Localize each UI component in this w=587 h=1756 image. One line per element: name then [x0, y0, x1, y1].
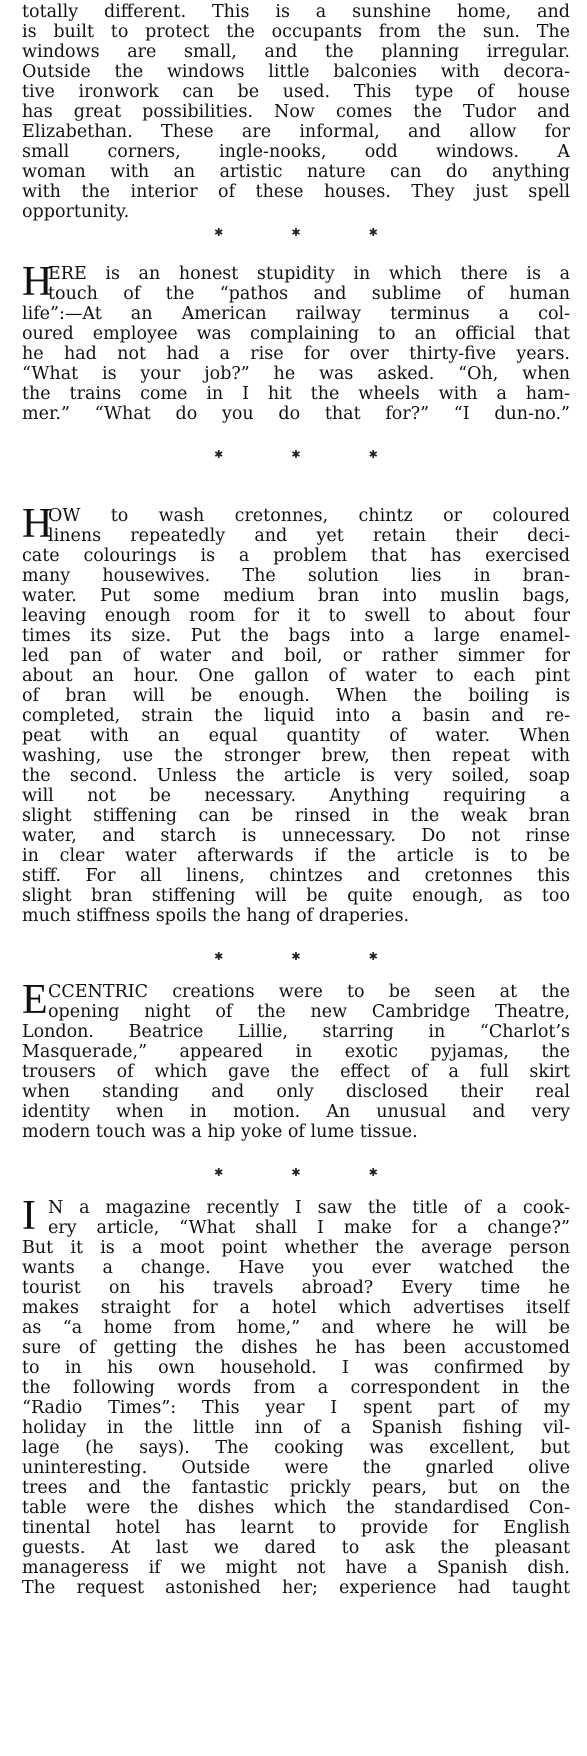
text-line: guests. At last we dared to ask the pleasant — [22, 1538, 570, 1558]
asterism-icon: ✱ — [368, 1166, 378, 1179]
text-line: cate colourings is a problem that has exercised — [22, 546, 570, 566]
text-line: The request astonished her; experience had taught — [22, 1578, 570, 1598]
text-line: ery article, “What shall I make for a change?” — [48, 1218, 570, 1238]
text-line: “What is your job?” he was asked. “Oh, when — [22, 364, 570, 384]
asterism-icon: ✱ — [214, 448, 224, 461]
text-line: in clear water afterwards if the article is to be — [22, 846, 570, 866]
asterism-icon: ✱ — [214, 226, 224, 239]
text-line: oured employee was complaining to an official that — [22, 324, 570, 344]
text-line: stiff. For all linens, chintzes and cretonnes this — [22, 866, 570, 886]
asterism-icon: ✱ — [291, 950, 301, 963]
text-line: as “a home from home,” and where he will be — [22, 1318, 570, 1338]
drop-cap: H — [22, 259, 53, 305]
text-line: touch of the “pathos and sublime of human — [48, 284, 570, 304]
text-line: life”:—At an American railway terminus a col- — [22, 304, 570, 324]
text-line: peat with an equal quantity of water. When — [22, 726, 570, 746]
text-line: water. Put some medium bran into muslin bags, — [22, 586, 570, 606]
text-line: woman with an artistic nature can do anything — [22, 162, 570, 182]
text-line: tinental hotel has learnt to provide for English — [22, 1518, 570, 1538]
text-line: he had not had a rise for over thirty-five years. — [22, 344, 570, 364]
ornament-divider — [22, 448, 570, 462]
text-line: slight stiffening can be rinsed in the weak bran — [22, 806, 570, 826]
text-line: linens repeatedly and yet retain their deci- — [48, 526, 570, 546]
text-line: holiday in the little inn of a Spanish fishing vil- — [22, 1418, 570, 1438]
text-line: of bran will be enough. When the boiling is — [22, 686, 570, 706]
asterism-icon: ✱ — [368, 226, 378, 239]
text-line: uninteresting. Outside were the gnarled olive — [22, 1458, 570, 1478]
text-line: Masquerade,” appeared in exotic pyjamas, the — [22, 1042, 570, 1062]
text-line: washing, use the stronger brew, then repeat with — [22, 746, 570, 766]
text-line: table were the dishes which the standardised Con- — [22, 1498, 570, 1518]
ornament-divider — [22, 950, 570, 964]
asterism-icon: ✱ — [214, 950, 224, 963]
text-line: “Radio Times”: This year I spent part of my — [22, 1398, 570, 1418]
text-line: OW to wash cretonnes, chintz or coloured — [48, 506, 570, 526]
text-line: many housewives. The solution lies in bran- — [22, 566, 570, 586]
text-line: the following words from a correspondent in the — [22, 1378, 570, 1398]
text-line: CCENTRIC creations were to be seen at the — [48, 982, 570, 1002]
ornament-divider — [22, 1166, 570, 1180]
text-line: water, and starch is unnecessary. Do not rinse — [22, 826, 570, 846]
text-line: small corners, ingle-nooks, odd windows. A — [22, 142, 570, 162]
text-line: completed, strain the liquid into a basin and re- — [22, 706, 570, 726]
text-line: leaving enough room for it to swell to about four — [22, 606, 570, 626]
text-line: to in his own household. I was confirmed by — [22, 1358, 570, 1378]
text-line: tourist on his travels abroad? Every time he — [22, 1278, 570, 1298]
text-line: slight bran stiffening will be quite enough, as too — [22, 886, 570, 906]
asterism-icon: ✱ — [214, 1166, 224, 1179]
text-line: N a magazine recently I saw the title of a cook- — [48, 1198, 570, 1218]
ornament-divider — [22, 226, 570, 240]
text-line: lage (he says). The cooking was excellent, but — [22, 1438, 570, 1458]
text-line: identity when in motion. An unusual and very — [22, 1102, 570, 1122]
text-line: Outside the windows little balconies with decora- — [22, 62, 570, 82]
text-line: modern touch was a hip yoke of lume tissue. — [22, 1122, 418, 1142]
drop-cap: I — [22, 1193, 36, 1239]
text-line: totally different. This is a sunshine home, and — [22, 2, 570, 22]
text-line: tive ironwork can be used. This type of house — [22, 82, 570, 102]
asterism-icon: ✱ — [368, 448, 378, 461]
text-line: trousers of which gave the effect of a full skirt — [22, 1062, 570, 1082]
text-line: sure of getting the dishes he has been accustomed — [22, 1338, 570, 1358]
text-line: opening night of the new Cambridge Theatre, — [48, 1002, 570, 1022]
text-line: mer.” “What do you do that for?” “I dun-no.” — [22, 404, 570, 424]
text-line: But it is a moot point whether the average person — [22, 1238, 570, 1258]
asterism-icon: ✱ — [291, 448, 301, 461]
text-line: London. Beatrice Lillie, starring in “Charlot’s — [22, 1022, 570, 1042]
text-line: Elizabethan. These are informal, and allow for — [22, 122, 570, 142]
text-line: times its size. Put the bags into a large enamel- — [22, 626, 570, 646]
text-line: the second. Unless the article is very soiled, soap — [22, 766, 570, 786]
text-line: is built to protect the occupants from the sun. The — [22, 22, 570, 42]
asterism-icon: ✱ — [291, 1166, 301, 1179]
text-line: trees and the fantastic prickly pears, but on the — [22, 1478, 570, 1498]
text-line: when standing and only disclosed their real — [22, 1082, 570, 1102]
asterism-icon: ✱ — [291, 226, 301, 239]
text-line: with the interior of these houses. They just spell — [22, 182, 570, 202]
text-line: makes straight for a hotel which advertises itself — [22, 1298, 570, 1318]
text-line: manageress if we might not have a Spanish dish. — [22, 1558, 570, 1578]
text-line: windows are small, and the planning irregular. — [22, 42, 570, 62]
text-line: wants a change. Have you ever watched the — [22, 1258, 570, 1278]
asterism-icon: ✱ — [368, 950, 378, 963]
text-line: about an hour. One gallon of water to each pint — [22, 666, 570, 686]
text-line: has great possibilities. Now comes the Tudor and — [22, 102, 570, 122]
drop-cap: E — [22, 977, 48, 1023]
text-line: ERE is an honest stupidity in which there is a — [48, 264, 570, 284]
drop-cap: H — [22, 501, 53, 547]
text-line: much stiffness spoils the hang of draperies. — [22, 906, 410, 926]
text-line: the trains come in I hit the wheels with a ham- — [22, 384, 570, 404]
text-line: will not be necessary. Anything requiring a — [22, 786, 570, 806]
text-line: led pan of water and boil, or rather simmer for — [22, 646, 570, 666]
text-line: opportunity. — [22, 202, 130, 222]
